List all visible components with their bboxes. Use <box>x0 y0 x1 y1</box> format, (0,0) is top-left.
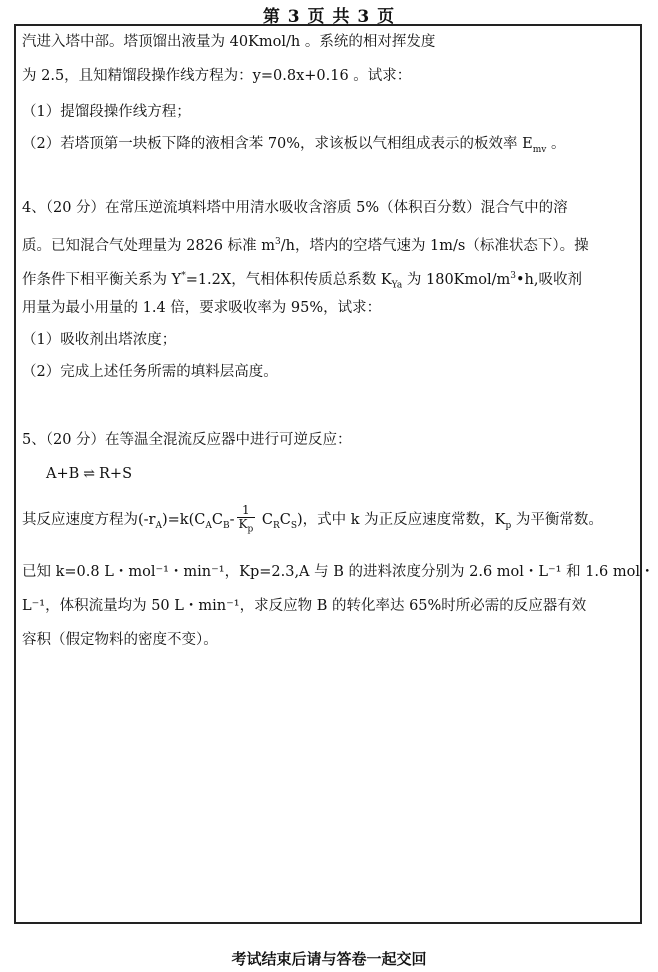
question-frame <box>14 24 655 924</box>
rate-c-sub2: S <box>290 521 298 532</box>
q4-line-2-sup: 3 <box>274 237 281 247</box>
q4-line-3-sup2: 3 <box>510 271 516 281</box>
q4-line-1: 4、（20 分）在常压逆流填料塔中用清水吸收含溶质 5%（体积百分数）混合气中的溶 <box>22 200 568 216</box>
rate-d: )，式中 k 为正反应速度常数，K <box>297 512 506 529</box>
q4-line-2a: 质。已知混合气处理量为 2826 标准 m <box>22 237 275 254</box>
q3-line-2: 为 2.5，且知精馏段操作线方程为：y=0.8x+0.16 。试求： <box>22 68 412 84</box>
page-footer: 考试结束后请与答卷一起交回 <box>231 950 427 968</box>
rate-c: C <box>257 512 273 529</box>
rate-a: 其反应速度方程为(-r <box>22 512 156 529</box>
q4-line-6: （2）完成上述任务所需的填料层高度。 <box>22 364 278 380</box>
rate-b-sub1: A <box>205 521 212 532</box>
q4-line-4: 用量为最小用量的 1.4 倍，要求吸收率为 95%，试求： <box>22 300 382 316</box>
q4-line-2b: /h，塔内的空塔气速为 1m/s（标准状态下）。操 <box>280 237 589 254</box>
reaction-left: A+B <box>46 466 80 482</box>
fraction-denominator <box>237 518 256 536</box>
q4-line-3-sub: Ya <box>391 280 403 291</box>
q3-line-4-text: （2）若塔顶第一块板下降的液相含苯 70%，求该板以气相组成表示的板效率 E <box>22 136 533 152</box>
q3-line-4 <box>22 134 566 160</box>
q4-line-3a: 作条件下相平衡关系为 Y <box>22 271 182 288</box>
rate-e: 为平衡常数。 <box>511 512 603 529</box>
page-header: 第 3 页 共 3 页 <box>262 7 396 27</box>
q5-line-4: L⁻¹，体积流量均为 50 L・min⁻¹，求反应物 B 的转化率达 65%时所必需的反应器有效 <box>22 598 587 614</box>
q5-line-3: 已知 k=0.8 L・mol⁻¹・min⁻¹，Kp=2.3,A 与 B 的进料浓度分别为 2.6 mol・L⁻¹ 和 1.6 mol・ <box>22 564 655 580</box>
equilibrium-arrow-icon: ⇌ <box>83 466 96 482</box>
q4-line-3c: 为 180Kmol/m <box>402 271 511 288</box>
q4-line-3b: =1.2X，气相体积传质总系数 K <box>185 271 392 288</box>
rate-c-sub1: R <box>272 521 280 532</box>
fraction-den-text: K <box>238 517 248 531</box>
rate-b-sub2: B <box>222 521 230 532</box>
fraction-den-sub: p <box>247 524 254 535</box>
reaction-right: R+S <box>99 466 133 482</box>
q3-line-3: （1）提馏段操作线方程； <box>22 104 191 120</box>
q3-line-4-sub: mv <box>532 144 547 155</box>
rate-b2: C <box>211 512 223 529</box>
q4-line-3-sup: * <box>181 271 186 281</box>
q5-line-5: 容积（假定物料的密度不变）。 <box>22 632 218 648</box>
q3-line-1: 汽进入塔中部。塔顶馏出液量为 40Kmol/h 。系统的相对挥发度 <box>22 34 436 50</box>
q4-line-3 <box>22 266 582 296</box>
q4-line-5: （1）吸收剂出塔浓度； <box>22 332 177 348</box>
rate-d-sub: p <box>505 521 512 532</box>
q4-line-2 <box>22 232 589 256</box>
q4-line-3d: •h,吸收剂 <box>516 271 583 288</box>
q5-line-1: 5、（20 分）在等温全混流反应器中进行可逆反应： <box>22 432 352 448</box>
rate-b: )=k(C <box>162 512 206 529</box>
fraction <box>237 504 256 536</box>
fraction-numerator: 1 <box>237 504 256 518</box>
q3-line-4-end: 。 <box>546 136 566 152</box>
rate-c2: C <box>279 512 291 529</box>
q5-rate-equation <box>22 504 603 536</box>
q5-reaction <box>46 464 132 484</box>
rate-b3: - <box>229 512 235 529</box>
rate-a-sub: A <box>155 521 162 532</box>
